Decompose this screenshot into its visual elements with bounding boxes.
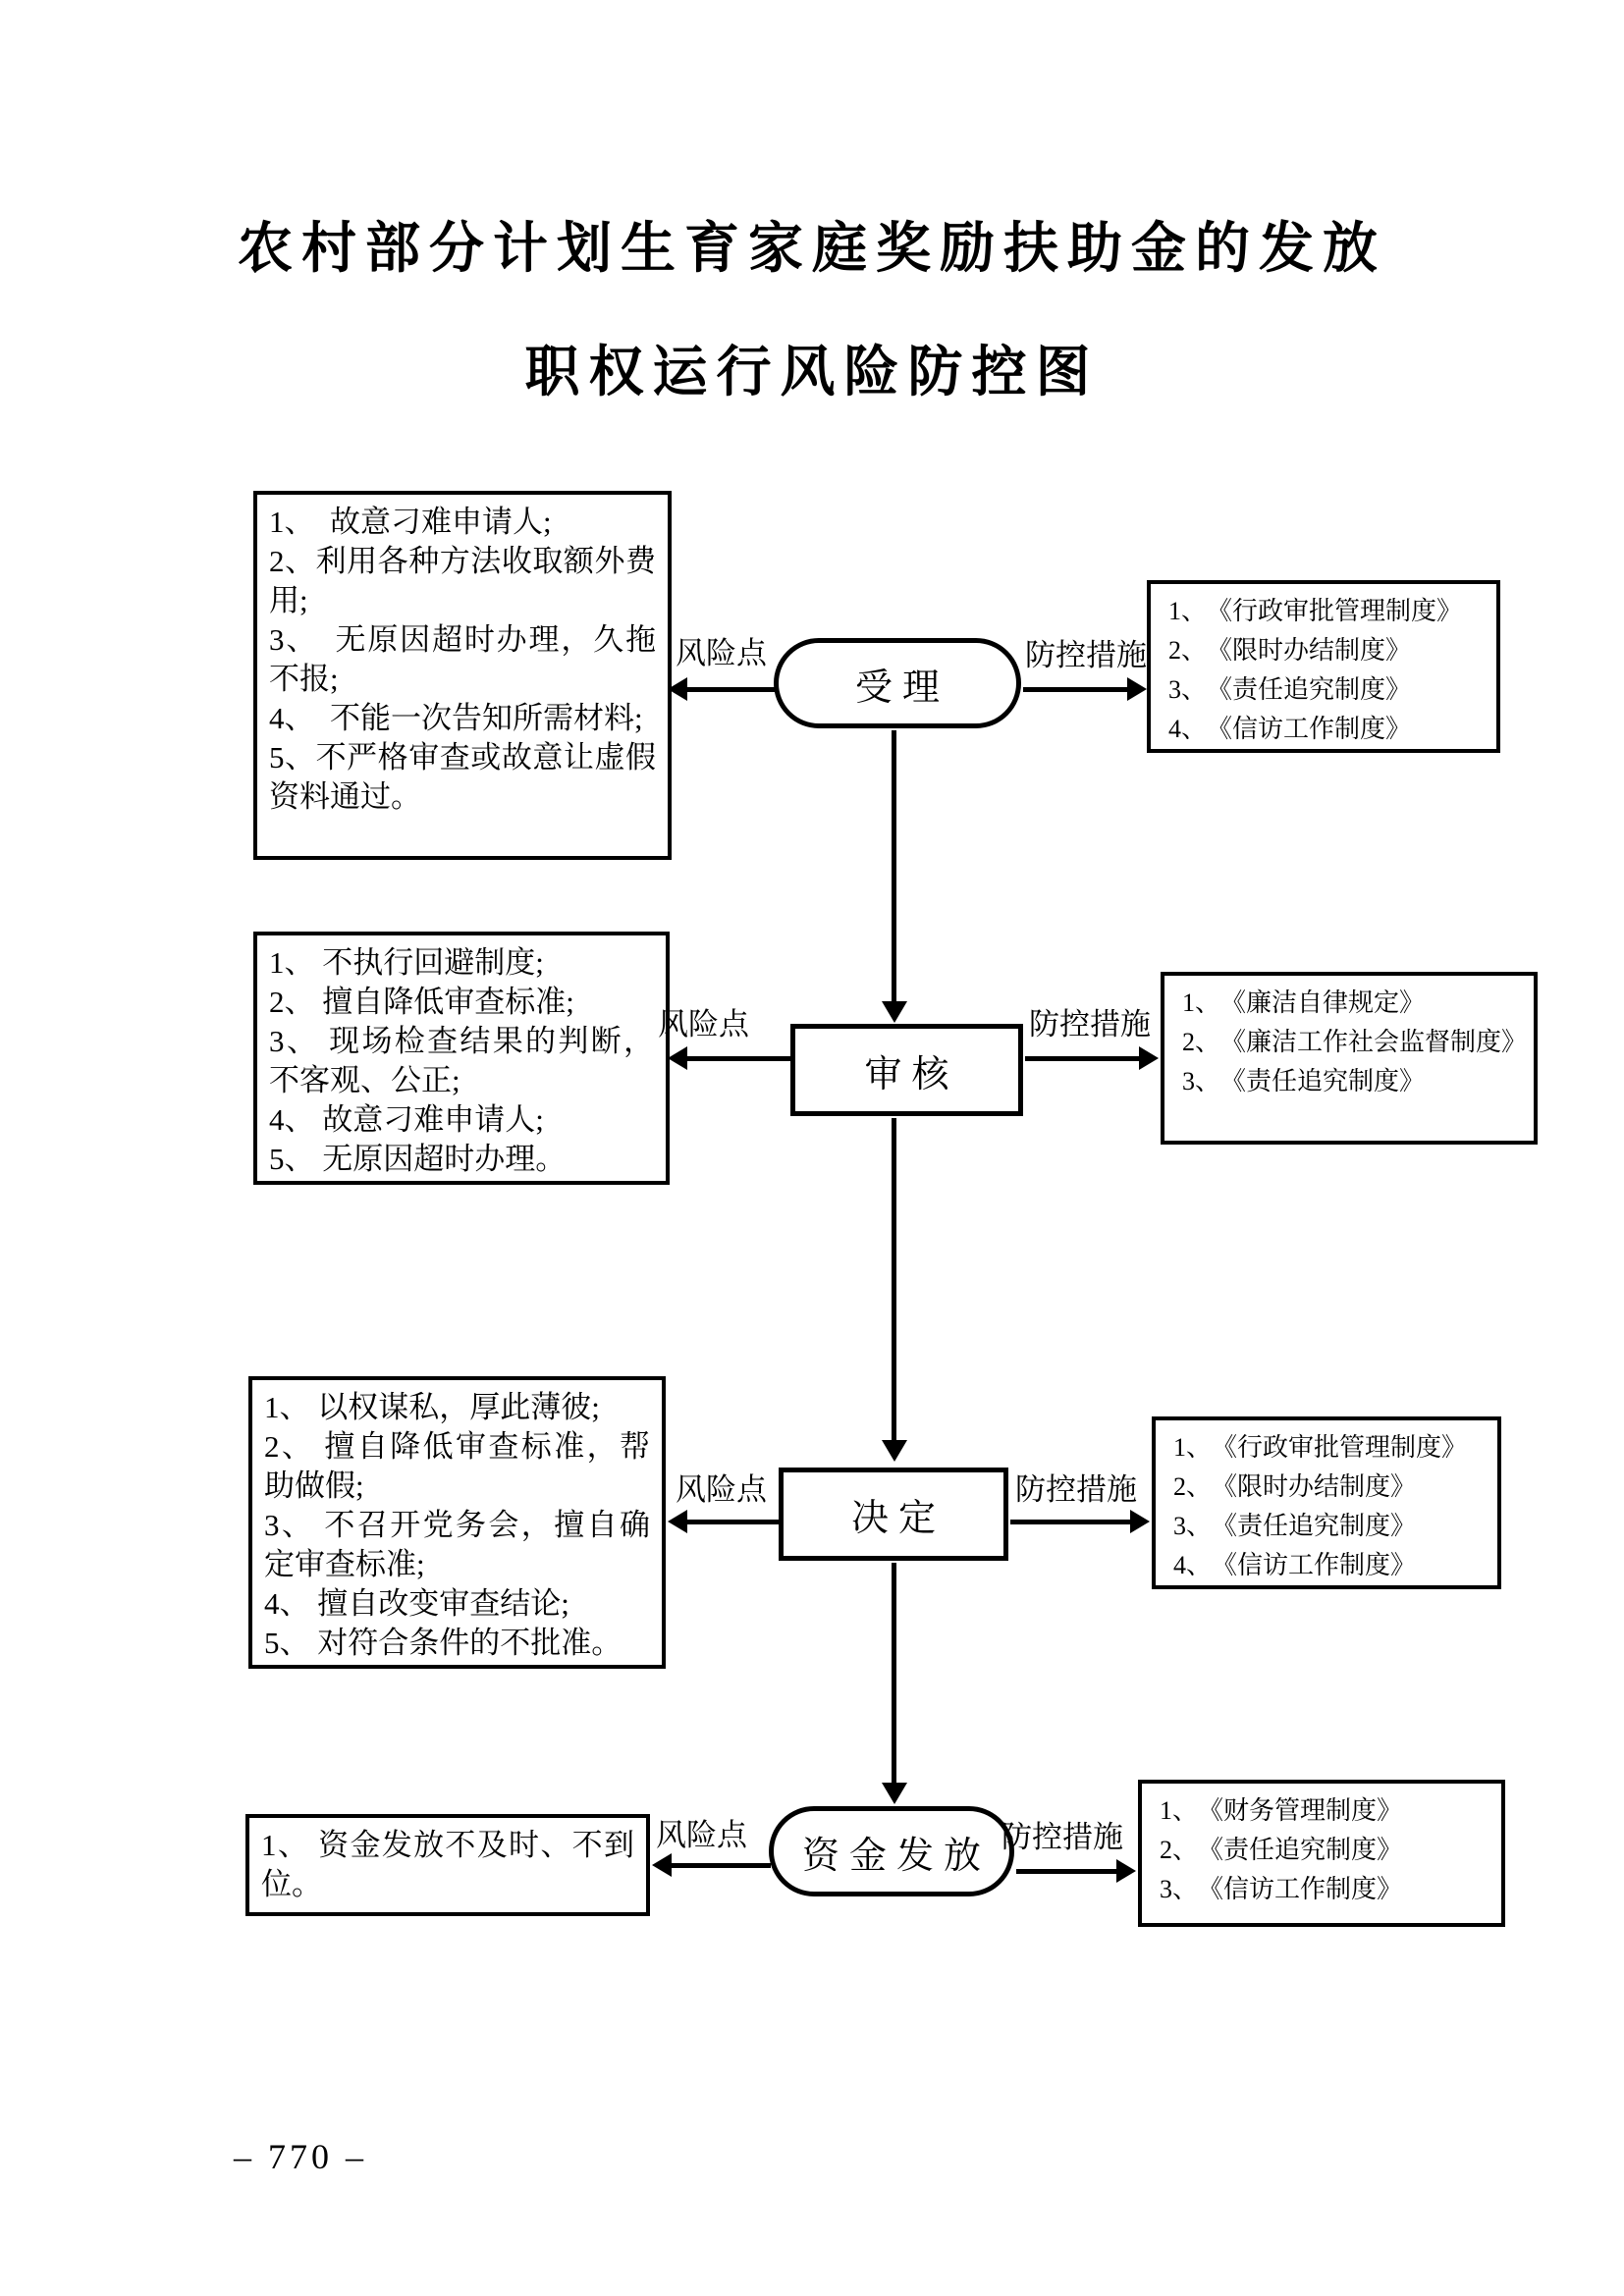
control-arrow-stage2 — [1025, 1056, 1143, 1061]
arrow-left-icon — [668, 677, 687, 701]
page-number: – 770 – — [234, 2137, 367, 2176]
measure-box-stage3 — [1152, 1416, 1501, 1589]
risk-point-label-stage3: 风险点 — [676, 1472, 767, 1507]
measure-item: 3、 《信访工作制度》 — [1160, 1875, 1403, 1903]
control-arrow-stage3 — [1010, 1520, 1134, 1524]
risk-item: 5、 无原因超时办理。 — [269, 1142, 567, 1176]
arrow-down-icon — [882, 1783, 907, 1804]
measure-item: 2、 《责任追究制度》 — [1160, 1836, 1403, 1864]
risk-item: 3、 不召开党务会，擅自确定审查标准; — [264, 1508, 650, 1581]
arrow-down-icon — [882, 1440, 907, 1462]
risk-item: 1、 资金发放不及时、不到位。 — [261, 1828, 634, 1901]
risk-box-stage3 — [248, 1376, 666, 1669]
arrow-left-icon — [652, 1853, 672, 1877]
measure-box-stage1 — [1147, 580, 1500, 753]
control-measure-label-stage1: 防控措施 — [1025, 638, 1147, 672]
risk-arrow-stage2 — [685, 1056, 790, 1061]
risk-item: 4、 擅自改变审查结论; — [264, 1586, 569, 1621]
risk-item: 4、 故意刁难申请人; — [269, 1102, 544, 1137]
arrow-left-icon — [668, 1510, 687, 1533]
arrow-right-icon — [1130, 1510, 1150, 1533]
arrow-down-icon — [882, 1001, 907, 1023]
risk-item: 4、 不能一次告知所需材料; — [269, 701, 643, 735]
control-arrow-stage1 — [1023, 687, 1131, 692]
control-measure-label-stage3: 防控措施 — [1015, 1472, 1137, 1507]
flow-arrow-2-3 — [892, 1118, 896, 1442]
risk-item: 1、 以权谋私，厚此薄彼; — [264, 1390, 600, 1424]
measure-item: 2、 《廉洁工作社会监督制度》 — [1182, 1028, 1528, 1056]
measure-item: 3、 《责任追究制度》 — [1182, 1067, 1426, 1095]
risk-box-stage1 — [253, 491, 672, 860]
risk-item: 2、利用各种方法收取额外费用; — [269, 544, 656, 617]
flow-node-shouli: 受理 — [774, 638, 1021, 728]
risk-item: 1、 故意刁难申请人; — [269, 505, 552, 539]
risk-item: 2、 擅自降低审查标准，帮助做假; — [264, 1429, 650, 1503]
measure-item: 2、 《限时办结制度》 — [1173, 1472, 1417, 1501]
measure-item: 4、 《信访工作制度》 — [1168, 715, 1412, 743]
risk-item: 5、不严格审查或故意让虚假资料通过。 — [269, 740, 656, 814]
arrow-right-icon — [1139, 1046, 1159, 1070]
measure-box-stage2 — [1161, 972, 1538, 1145]
risk-item: 3、 现场检查结果的判断，不客观、公正; — [269, 1024, 654, 1097]
risk-arrow-stage3 — [685, 1520, 781, 1524]
measure-item: 1、 《财务管理制度》 — [1160, 1796, 1403, 1825]
measure-item: 1、 《行政审批管理制度》 — [1168, 597, 1463, 625]
risk-box-stage2 — [253, 932, 670, 1185]
arrow-left-icon — [668, 1046, 687, 1070]
risk-item: 2、 擅自降低审查标准; — [269, 985, 574, 1019]
measure-item: 3、 《责任追究制度》 — [1168, 675, 1412, 704]
flow-arrow-1-2 — [892, 730, 896, 1003]
control-measure-label-stage2: 防控措施 — [1029, 1007, 1151, 1041]
risk-point-label-stage4: 风险点 — [656, 1818, 747, 1852]
risk-arrow-stage1 — [685, 687, 776, 692]
risk-arrow-stage4 — [670, 1863, 771, 1868]
measure-item: 1、 《行政审批管理制度》 — [1173, 1433, 1468, 1462]
measure-item: 2、 《限时办结制度》 — [1168, 636, 1412, 665]
measure-box-stage4 — [1138, 1780, 1505, 1927]
measure-item: 3、 《责任追究制度》 — [1173, 1512, 1417, 1540]
arrow-right-icon — [1127, 677, 1147, 701]
control-arrow-stage4 — [1016, 1869, 1120, 1874]
arrow-right-icon — [1116, 1859, 1136, 1883]
risk-item: 3、 无原因超时办理，久拖不报; — [269, 622, 656, 696]
risk-point-label-stage1: 风险点 — [676, 636, 767, 670]
risk-item: 1、 不执行回避制度; — [269, 945, 544, 980]
flow-node-jueding: 决定 — [779, 1468, 1008, 1561]
flow-node-shenhe: 审核 — [790, 1024, 1023, 1116]
page-title-line1: 农村部分计划生育家庭奖励扶助金的发放 — [238, 219, 1386, 280]
risk-item: 5、 对符合条件的不批准。 — [264, 1626, 623, 1660]
risk-box-stage4 — [245, 1814, 650, 1916]
flow-node-zijinfafang: 资金发放 — [769, 1806, 1014, 1896]
flow-arrow-3-4 — [892, 1563, 896, 1785]
page-title-line2: 职权运行风险防控图 — [524, 343, 1100, 403]
control-measure-label-stage4: 防控措施 — [1001, 1820, 1123, 1854]
risk-point-label-stage2: 风险点 — [658, 1007, 749, 1041]
measure-item: 4、 《信访工作制度》 — [1173, 1551, 1417, 1579]
measure-item: 1、 《廉洁自律规定》 — [1182, 988, 1426, 1017]
